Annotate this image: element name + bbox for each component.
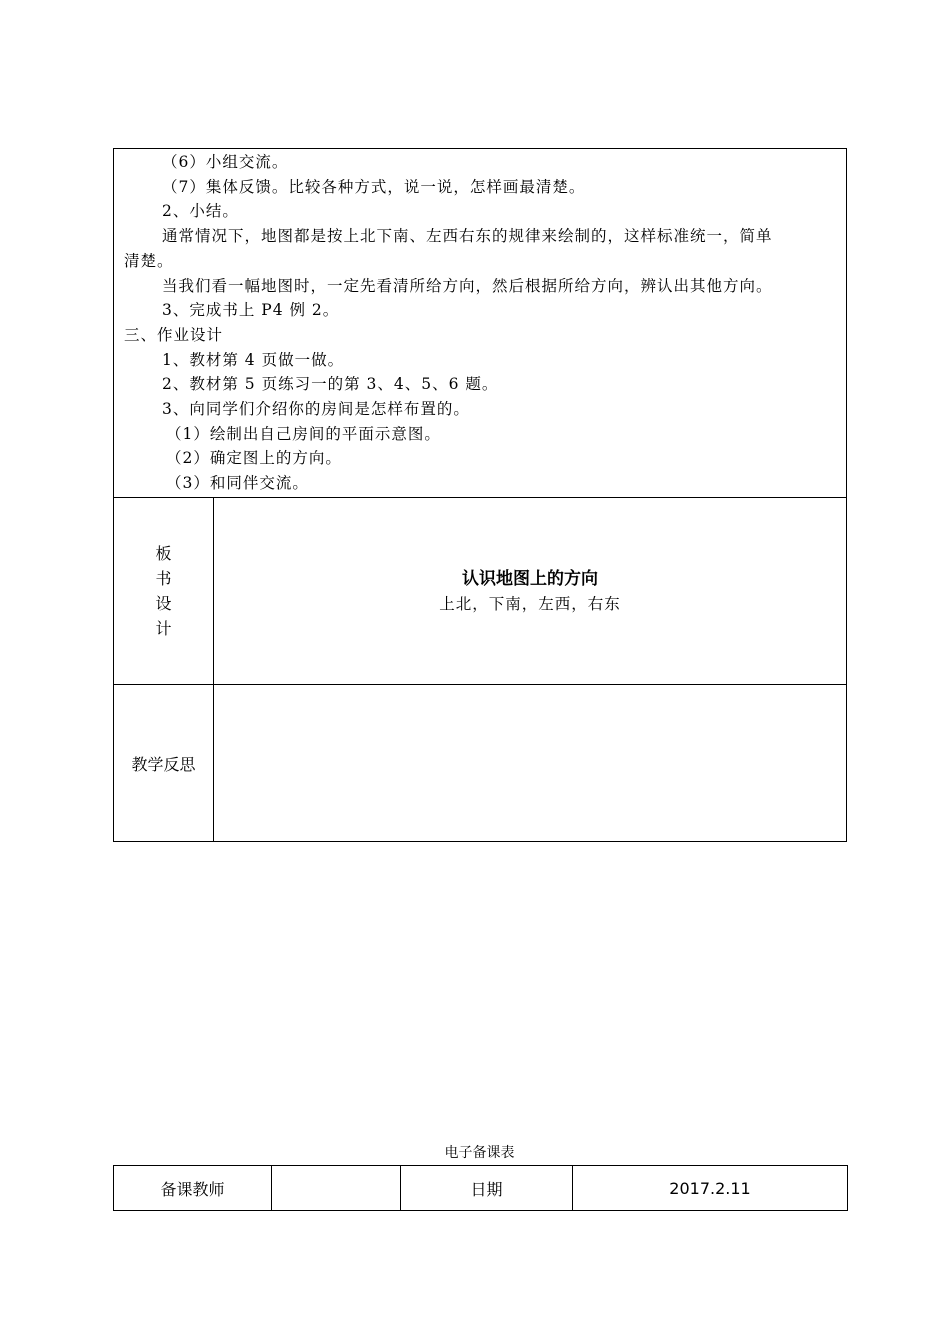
board-design-label [114, 498, 214, 685]
board-label-char: 板 [155, 544, 172, 563]
lesson-line: 2、小结。 [162, 202, 239, 221]
lesson-line: （6）小组交流。 [162, 153, 289, 171]
footer-table [113, 1165, 848, 1211]
reflection-label: 教学反思 [131, 754, 196, 774]
date-value: 2017.2.11 [573, 1166, 848, 1211]
lesson-line: （3）和同伴交流。 [166, 474, 309, 493]
board-subtitle: 上北，下南，左西，右东 [439, 595, 621, 613]
lesson-line: 当我们看一幅地图时，一定先看清所给方向，然后根据所给方向，辨认出其他方向。 [162, 276, 773, 295]
reflection-content [214, 685, 847, 842]
lesson-line: 3、完成书上 P4 例 2。 [162, 301, 340, 320]
lesson-line: （7）集体反馈。比较各种方式，说一说，怎样画最清楚。 [162, 177, 586, 196]
footer-title: 电子备课表 [444, 1145, 515, 1161]
lesson-line: 通常情况下，地图都是按上北下南、左西右东的规律来绘制的，这样标准统一，简单 [162, 227, 773, 246]
lesson-content-cell [114, 149, 847, 498]
reflection-label-cell [114, 685, 214, 842]
lesson-line: （2）确定图上的方向。 [166, 449, 342, 468]
board-title: 认识地图上的方向 [462, 569, 598, 589]
lesson-line: 清楚。 [124, 251, 174, 270]
lesson-line: 1、教材第 4 页做一做。 [162, 350, 345, 369]
lesson-line: （1）绘制出自己房间的平面示意图。 [166, 424, 441, 443]
lesson-plan-table [113, 148, 847, 842]
date-label: 日期 [401, 1166, 573, 1211]
board-label-char: 书 [155, 569, 172, 588]
board-design-content [214, 498, 847, 685]
board-label-char: 计 [155, 619, 172, 638]
section-heading: 三、作业设计 [124, 325, 224, 344]
board-label-char: 设 [155, 594, 172, 613]
lesson-line: 2、教材第 5 页练习一的第 3、4、5、6 题。 [162, 375, 499, 394]
lesson-line: 3、向同学们介绍你的房间是怎样布置的。 [162, 400, 470, 419]
teacher-label: 备课教师 [114, 1166, 272, 1211]
teacher-value [272, 1166, 401, 1211]
